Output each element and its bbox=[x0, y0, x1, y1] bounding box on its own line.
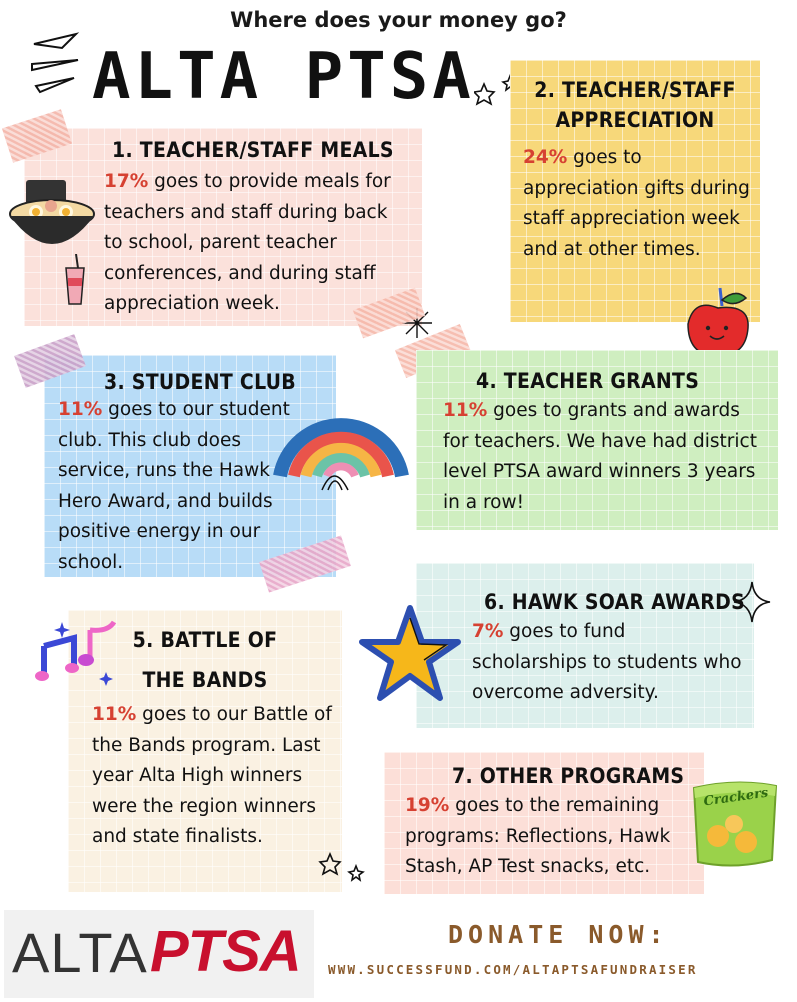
apple-icon bbox=[684, 284, 752, 360]
music-notes-icon bbox=[34, 616, 126, 688]
logo-ptsa-text: PTSA bbox=[150, 919, 301, 984]
card-percent: 17% bbox=[104, 171, 149, 192]
alta-ptsa-logo bbox=[4, 910, 314, 998]
star-icon bbox=[356, 604, 462, 704]
card-title: 5. BATTLE OF bbox=[132, 628, 278, 652]
diamond-sparkle-icon bbox=[732, 580, 772, 624]
card-description: goes to our Battle of the Bands program. Last year Alta High winners were the region winners and state finalists. bbox=[92, 704, 332, 847]
card-text bbox=[58, 395, 298, 578]
card-description: goes to grants and awards for teachers. We have had district level PTSA award winners 3 years in a row! bbox=[443, 400, 757, 513]
header-subtitle: Where does your money go? bbox=[230, 8, 567, 32]
rainbow-icon bbox=[272, 392, 410, 492]
card-text bbox=[104, 167, 409, 320]
card-text bbox=[92, 700, 337, 853]
card-percent: 24% bbox=[523, 147, 568, 168]
card-title: APPRECIATION bbox=[555, 108, 715, 132]
card-title: THE BANDS bbox=[142, 668, 268, 692]
drink-cup-icon bbox=[64, 254, 86, 306]
doodle-stars-icon bbox=[318, 852, 368, 888]
card-title: 1. TEACHER/STAFF MEALS bbox=[112, 138, 394, 162]
card-title: 2. TEACHER/STAFF bbox=[534, 78, 736, 102]
card-percent: 7% bbox=[472, 621, 504, 642]
card-description: goes to our student club. This club does service, runs the Hawk Hero Award, and builds positive energy in our school. bbox=[58, 399, 290, 573]
card-description: goes to fund scholarships to students who overcome adversity. bbox=[472, 621, 742, 703]
card-title: 3. STUDENT CLUB bbox=[104, 370, 296, 394]
crackers-label: Crackers bbox=[702, 785, 770, 810]
card-text bbox=[443, 396, 761, 518]
card-title: 4. TEACHER GRANTS bbox=[476, 369, 700, 393]
card-percent: 11% bbox=[92, 704, 137, 725]
card-title: 6. HAWK SOAR AWARDS bbox=[484, 590, 746, 614]
card-percent: 19% bbox=[405, 795, 450, 816]
donate-heading: DONATE NOW: bbox=[448, 920, 669, 949]
card-text bbox=[405, 791, 690, 883]
logo-alta-text: ALTA bbox=[12, 921, 148, 984]
burst-lines-icon bbox=[28, 30, 84, 94]
card-percent: 11% bbox=[58, 399, 103, 420]
card-title: 7. OTHER PROGRAMS bbox=[452, 764, 685, 788]
card-percent: 11% bbox=[443, 400, 488, 421]
card-description: goes to the remaining programs: Reflections, Hawk Stash, AP Test snacks, etc. bbox=[405, 795, 671, 877]
ramen-bowl-icon bbox=[6, 176, 98, 264]
card-description: goes to provide meals for teachers and staff during back to school, parent teacher conferences, and during staff appreciation week. bbox=[104, 171, 391, 314]
donate-url[interactable]: WWW.SUCCESSFUND.COM/ALTAPTSAFUNDRAISER bbox=[328, 962, 698, 977]
card-description: goes to appreciation gifts during staff appreciation week and at other times. bbox=[523, 147, 750, 260]
card-text bbox=[523, 143, 755, 265]
card-text bbox=[472, 617, 742, 709]
page-title: ALTA PTSA bbox=[92, 40, 475, 114]
